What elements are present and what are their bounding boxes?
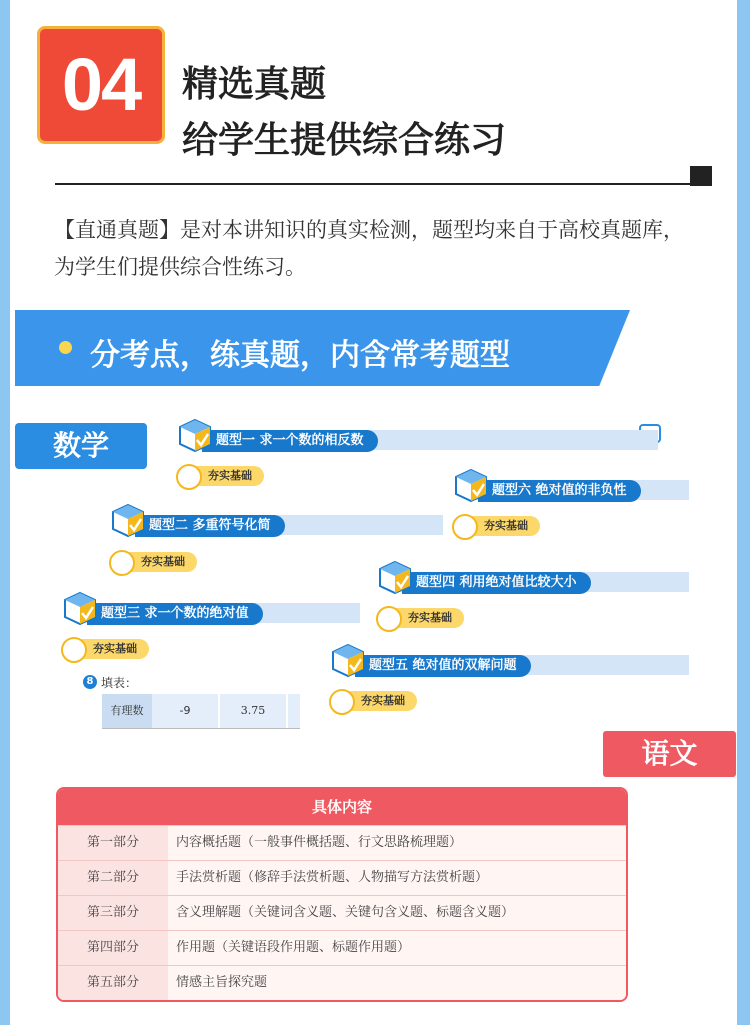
tag-badge: [454, 516, 540, 536]
table-row-part: 第四部分: [58, 931, 168, 965]
sample-table: [102, 694, 300, 729]
feature-banner-text: 分考点，练真题，内含常考题型: [90, 338, 510, 373]
topic-label: 题型五 绝对值的双解问题: [355, 655, 531, 677]
topic-item: [378, 572, 689, 594]
sample-table-cell: -9: [179, 704, 191, 717]
question-prompt: 填表：: [101, 676, 138, 690]
table-row: [58, 895, 626, 930]
table-row-part: 第五部分: [58, 966, 168, 1000]
pencil-icon: [376, 606, 402, 632]
cube-check-icon: [378, 560, 412, 594]
sample-table-cell: 3.75: [218, 694, 288, 728]
tag-badge: [63, 639, 149, 659]
question-number-badge: 8: [83, 675, 97, 689]
tag-badge: [331, 691, 417, 711]
topic-item: [454, 480, 689, 502]
topic-item: [111, 515, 443, 537]
table-row-content: 内容概括题（一般事件概括题、行文思路梳理题）: [168, 826, 626, 860]
divider-square: [690, 166, 712, 186]
pencil-icon: [61, 637, 87, 663]
cube-check-icon: [63, 591, 97, 625]
intro-text: 【直通真题】是对本讲知识的真实检测，题型均来自于高校真题库，为学生们提供综合性练习。: [54, 218, 684, 279]
math-subject-label: 数学: [15, 423, 147, 469]
table-row: [58, 965, 626, 1000]
pencil-icon: [109, 550, 135, 576]
tag-label: 夯实基础: [93, 642, 137, 655]
tag-label: 夯实基础: [141, 555, 185, 568]
divider-line: [55, 183, 705, 185]
pencil-icon: [452, 514, 478, 540]
tag-label: 夯实基础: [208, 469, 252, 482]
table-row: [58, 825, 626, 860]
sample-table-cell: 有理数: [102, 694, 152, 728]
table-row-part: 第三部分: [58, 896, 168, 930]
topic-item: [331, 655, 689, 677]
tag-badge: [111, 552, 197, 572]
table-row-part: 第二部分: [58, 861, 168, 895]
table-row-content: 情感主旨探究题: [168, 966, 626, 1000]
table-row-part: 第一部分: [58, 826, 168, 860]
topic-label: 题型六 绝对值的非负性: [478, 480, 641, 502]
topic-label: 题型四 利用绝对值比较大小: [402, 572, 591, 594]
chinese-subject-label: 语文: [603, 731, 736, 777]
table-row-content: 含义理解题（关键词含义题、关键句含义题、标题含义题）: [168, 896, 626, 930]
tag-badge: [178, 466, 264, 486]
table-row: [58, 860, 626, 895]
cube-check-icon: [454, 468, 488, 502]
tag-label: 夯实基础: [408, 611, 452, 624]
bullet-dot-icon: [59, 341, 72, 354]
tag-label: 夯实基础: [484, 519, 528, 532]
table-row-content: 手法赏析题（修辞手法赏析题、人物描写方法赏析题）: [168, 861, 626, 895]
topic-label: 题型三 求一个数的绝对值: [87, 603, 263, 625]
pencil-icon: [329, 689, 355, 715]
topic-item: [178, 430, 658, 452]
section-number-badge: 04: [37, 26, 165, 144]
tag-badge: [378, 608, 464, 628]
content-table-header: 具体内容: [58, 789, 626, 825]
topic-label: 题型二 多重符号化简: [135, 515, 285, 537]
pencil-icon: [176, 464, 202, 490]
table-row: [58, 930, 626, 965]
section-title: 精选真题: [182, 64, 327, 105]
table-row-content: 作用题（关键语段作用题、标题作用题）: [168, 931, 626, 965]
section-subtitle: 给学生提供综合练习: [182, 120, 507, 161]
topic-item: [63, 603, 360, 625]
topic-label: 题型一 求一个数的相反数: [202, 430, 378, 452]
cube-check-icon: [178, 418, 212, 452]
cube-check-icon: [111, 503, 145, 537]
tag-label: 夯实基础: [361, 694, 405, 707]
content-table: [56, 787, 628, 1002]
cube-check-icon: [331, 643, 365, 677]
